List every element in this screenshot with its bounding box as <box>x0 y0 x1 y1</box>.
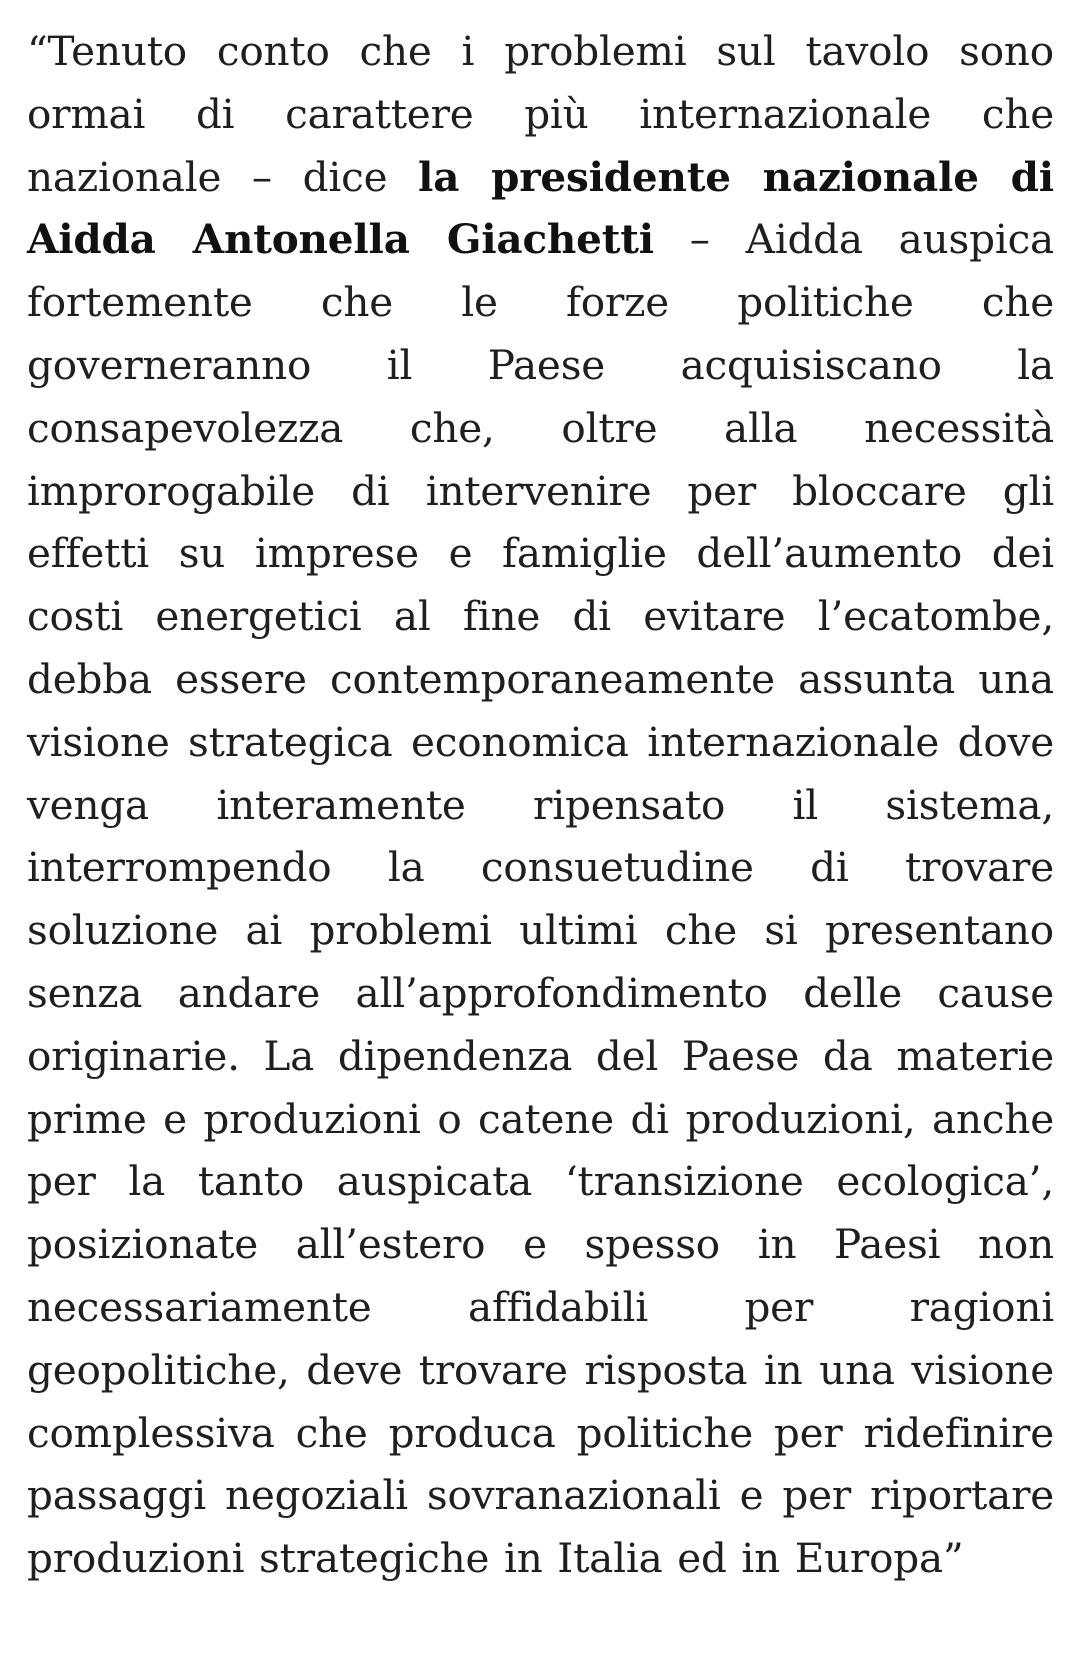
speaker-attribution: la presidente nazionale di Aidda Antonella Giachetti <box>27 152 1054 264</box>
quote-paragraph <box>27 20 1054 1590</box>
quote-text-after-speaker: – Aidda auspica fortemente che le forze politiche che governeranno il Paese acquisiscano la consapevolezza che, oltre alla necessità improrogabile di intervenire per bloccare gli effetti su imprese e famiglie dell’aumento dei costi energetici al fine di evitare l’ecatombe, debba essere contemporaneamente assunta una visione strategica economica internazionale dove venga interamente ripensato il sistema, interrompendo la consuetudine di trovare soluzione ai problemi ultimi che si presentano senza andare all’approfondimento delle cause originarie. La dipendenza del Paese da materie prime e produzioni o catene di produzioni, anche per la tanto auspicata ‘transizione ecologica’, posizionate all’estero e spesso in Paesi non necessariamente affidabili per ragioni geopolitiche, deve trovare risposta in una visione complessiva che produca politiche per ridefinire passaggi negoziali sovranazionali e per riportare produzioni strategiche in Italia ed in Europa” <box>27 215 1054 1583</box>
quote-text-before-speaker: “Tenuto conto che i problemi sul tavolo sono ormai di carattere più internazionale che nazionale – dice <box>27 27 1054 201</box>
